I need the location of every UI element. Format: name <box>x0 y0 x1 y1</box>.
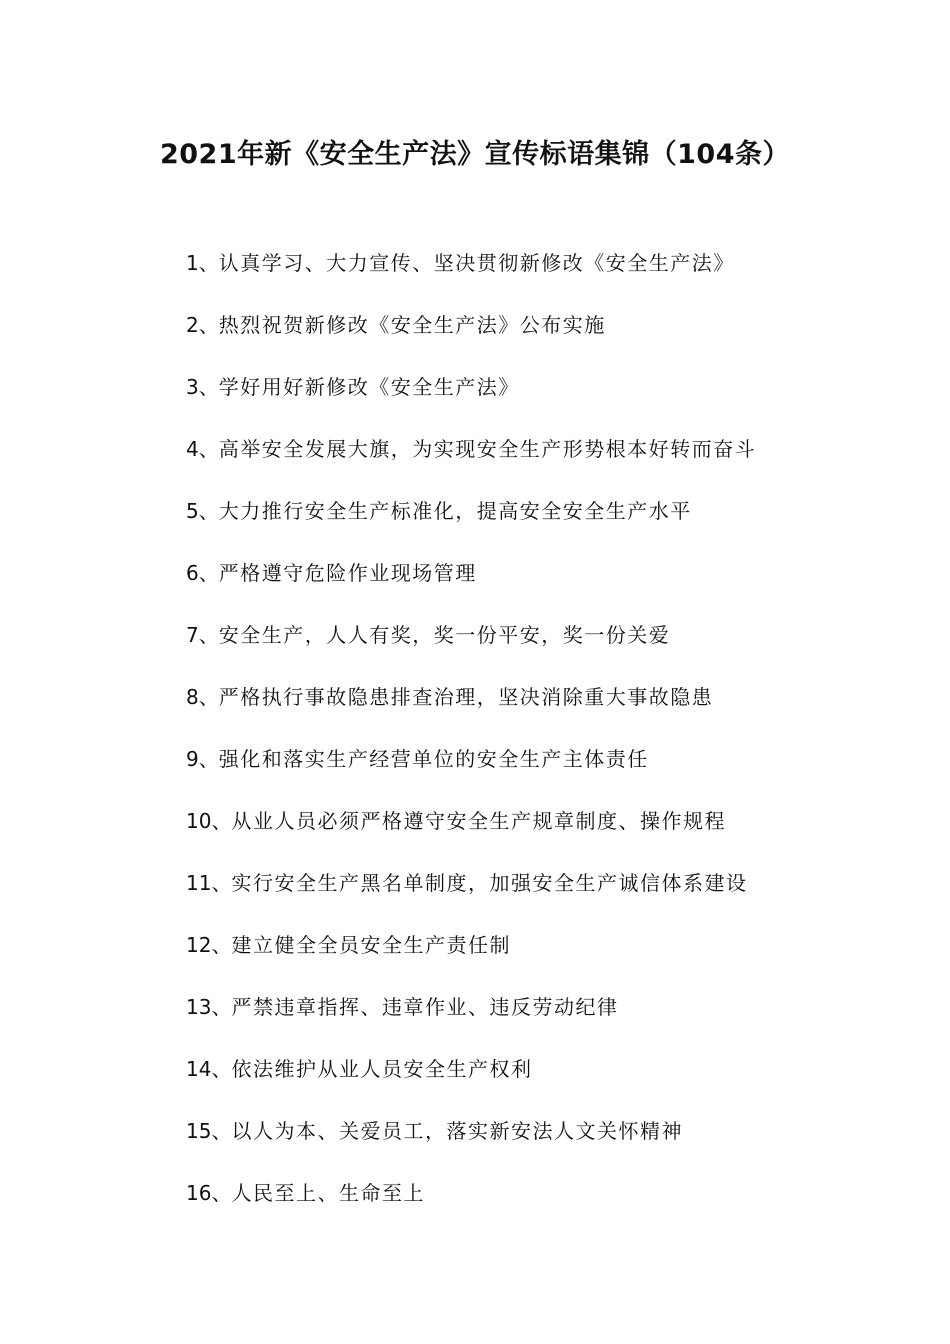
slogan-text: 依法维护从业人员安全生产权利 <box>231 1057 533 1081</box>
list-item <box>186 244 826 306</box>
slogan-number: 9、 <box>186 747 219 771</box>
slogan-number: 16、 <box>186 1181 232 1205</box>
slogan-number: 11、 <box>186 871 232 895</box>
slogan-number: 3、 <box>186 375 219 399</box>
slogan-number: 12、 <box>186 933 232 957</box>
slogan-text: 大力推行安全生产标准化，提高安全安全生产水平 <box>218 499 692 523</box>
slogan-number: 4、 <box>186 437 219 461</box>
slogan-text: 实行安全生产黑名单制度，加强安全生产诚信体系建设 <box>231 871 748 895</box>
slogan-text: 安全生产，人人有奖，奖一份平安，奖一份关爱 <box>218 623 671 647</box>
slogan-text: 严格遵守危险作业现场管理 <box>218 561 477 585</box>
slogan-text: 学好用好新修改《安全生产法》 <box>218 375 520 399</box>
list-item <box>186 430 826 492</box>
list-item <box>186 492 826 554</box>
slogan-text: 严禁违章指挥、违章作业、违反劳动纪律 <box>231 995 619 1019</box>
slogan-number: 14、 <box>186 1057 232 1081</box>
slogan-text: 高举安全发展大旗，为实现安全生产形势根本好转而奋斗 <box>218 437 757 461</box>
slogan-number: 6、 <box>186 561 219 585</box>
slogan-text: 以人为本、关爱员工，落实新安法人文关怀精神 <box>231 1119 683 1143</box>
document-title: 2021年新《安全生产法》宣传标语集锦（104条） <box>159 139 790 170</box>
slogan-text: 建立健全全员安全生产责任制 <box>231 933 511 957</box>
slogan-text: 从业人员必须严格遵守安全生产规章制度、操作规程 <box>231 809 726 833</box>
slogan-number: 15、 <box>186 1119 232 1143</box>
list-item <box>186 368 826 430</box>
list-item <box>186 554 826 616</box>
list-item <box>186 1050 826 1112</box>
list-item <box>186 306 826 368</box>
slogan-text: 人民至上、生命至上 <box>231 1181 425 1205</box>
list-item <box>186 802 826 864</box>
slogan-text: 强化和落实生产经营单位的安全生产主体责任 <box>218 747 649 771</box>
list-item <box>186 1112 826 1174</box>
list-item <box>186 616 826 678</box>
slogan-text: 严格执行事故隐患排查治理，坚决消除重大事故隐患 <box>218 685 714 709</box>
list-item <box>186 678 826 740</box>
list-item <box>186 864 826 926</box>
list-item <box>186 740 826 802</box>
list-item <box>186 926 826 988</box>
slogan-number: 10、 <box>186 809 232 833</box>
slogan-list <box>186 244 826 1236</box>
slogan-number: 2、 <box>186 313 219 337</box>
list-item <box>186 988 826 1050</box>
slogan-text: 热烈祝贺新修改《安全生产法》公布实施 <box>218 313 606 337</box>
slogan-number: 13、 <box>186 995 232 1019</box>
slogan-number: 1、 <box>186 251 219 275</box>
slogan-text: 认真学习、大力宣传、坚决贯彻新修改《安全生产法》 <box>218 251 735 275</box>
slogan-number: 5、 <box>186 499 219 523</box>
slogan-number: 8、 <box>186 685 219 709</box>
list-item <box>186 1174 826 1236</box>
slogan-number: 7、 <box>186 623 219 647</box>
